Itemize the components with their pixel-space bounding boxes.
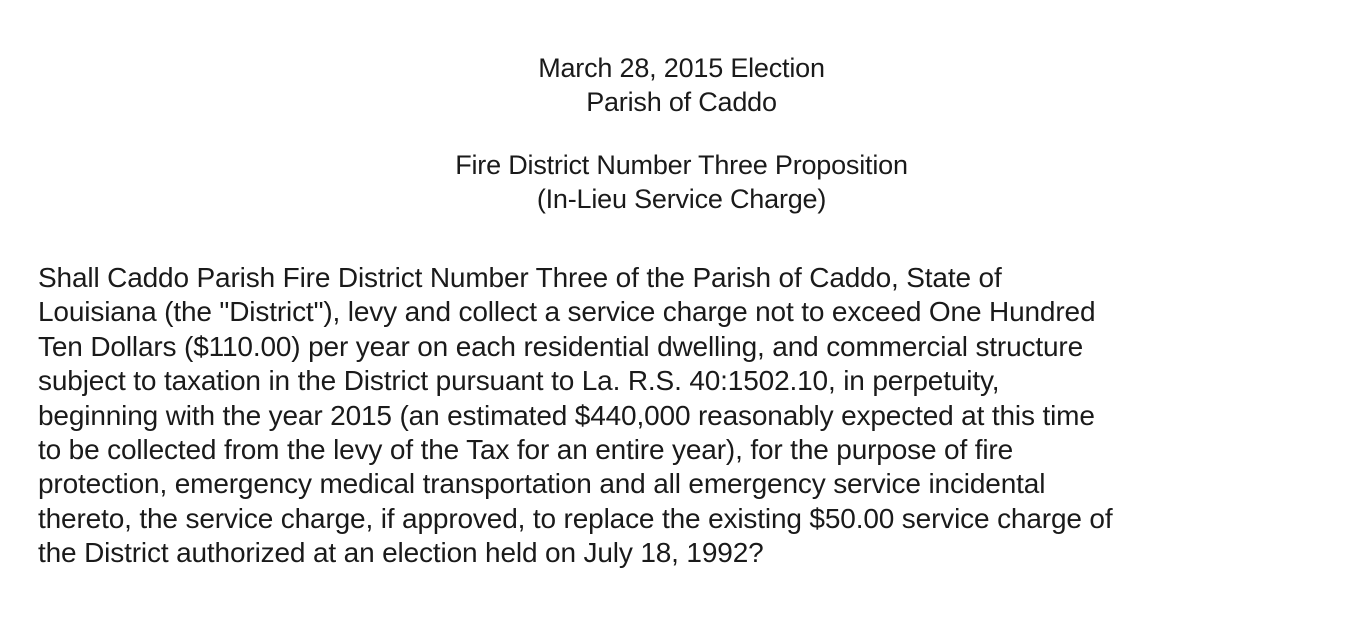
proposition-title: Fire District Number Three Proposition	[455, 150, 908, 180]
body-line: beginning with the year 2015 (an estimated $440,000 reasonably expected at this time	[38, 399, 1095, 431]
proposition-body	[38, 261, 1338, 571]
body-line: Louisiana (the "District"), levy and collect a service charge not to exceed One Hundred	[38, 296, 1096, 328]
body-line: protection, emergency medical transportation and all emergency service incidental	[38, 468, 1046, 500]
body-line: to be collected from the levy of the Tax for an entire year), for the purpose of fire	[38, 434, 1014, 466]
election-date: March 28, 2015 Election	[538, 53, 825, 83]
body-line: thereto, the service charge, if approved, to replace the existing $50.00 service charge of	[38, 502, 1113, 534]
body-line: Ten Dollars ($110.00) per year on each residential dwelling, and commercial structure	[38, 330, 1084, 362]
parish-name: Parish of Caddo	[586, 87, 777, 117]
proposition-header	[0, 148, 1363, 216]
proposition-subtitle: (In-Lieu Service Charge)	[536, 184, 827, 214]
body-line: Shall Caddo Parish Fire District Number Three of the Parish of Caddo, State of	[38, 262, 1002, 293]
election-header	[0, 51, 1363, 119]
body-line: subject to taxation in the District pursuant to La. R.S. 40:1502.10, in perpetuity,	[38, 365, 1000, 397]
body-line: the District authorized at an election held on July 18, 1992?	[38, 537, 764, 569]
